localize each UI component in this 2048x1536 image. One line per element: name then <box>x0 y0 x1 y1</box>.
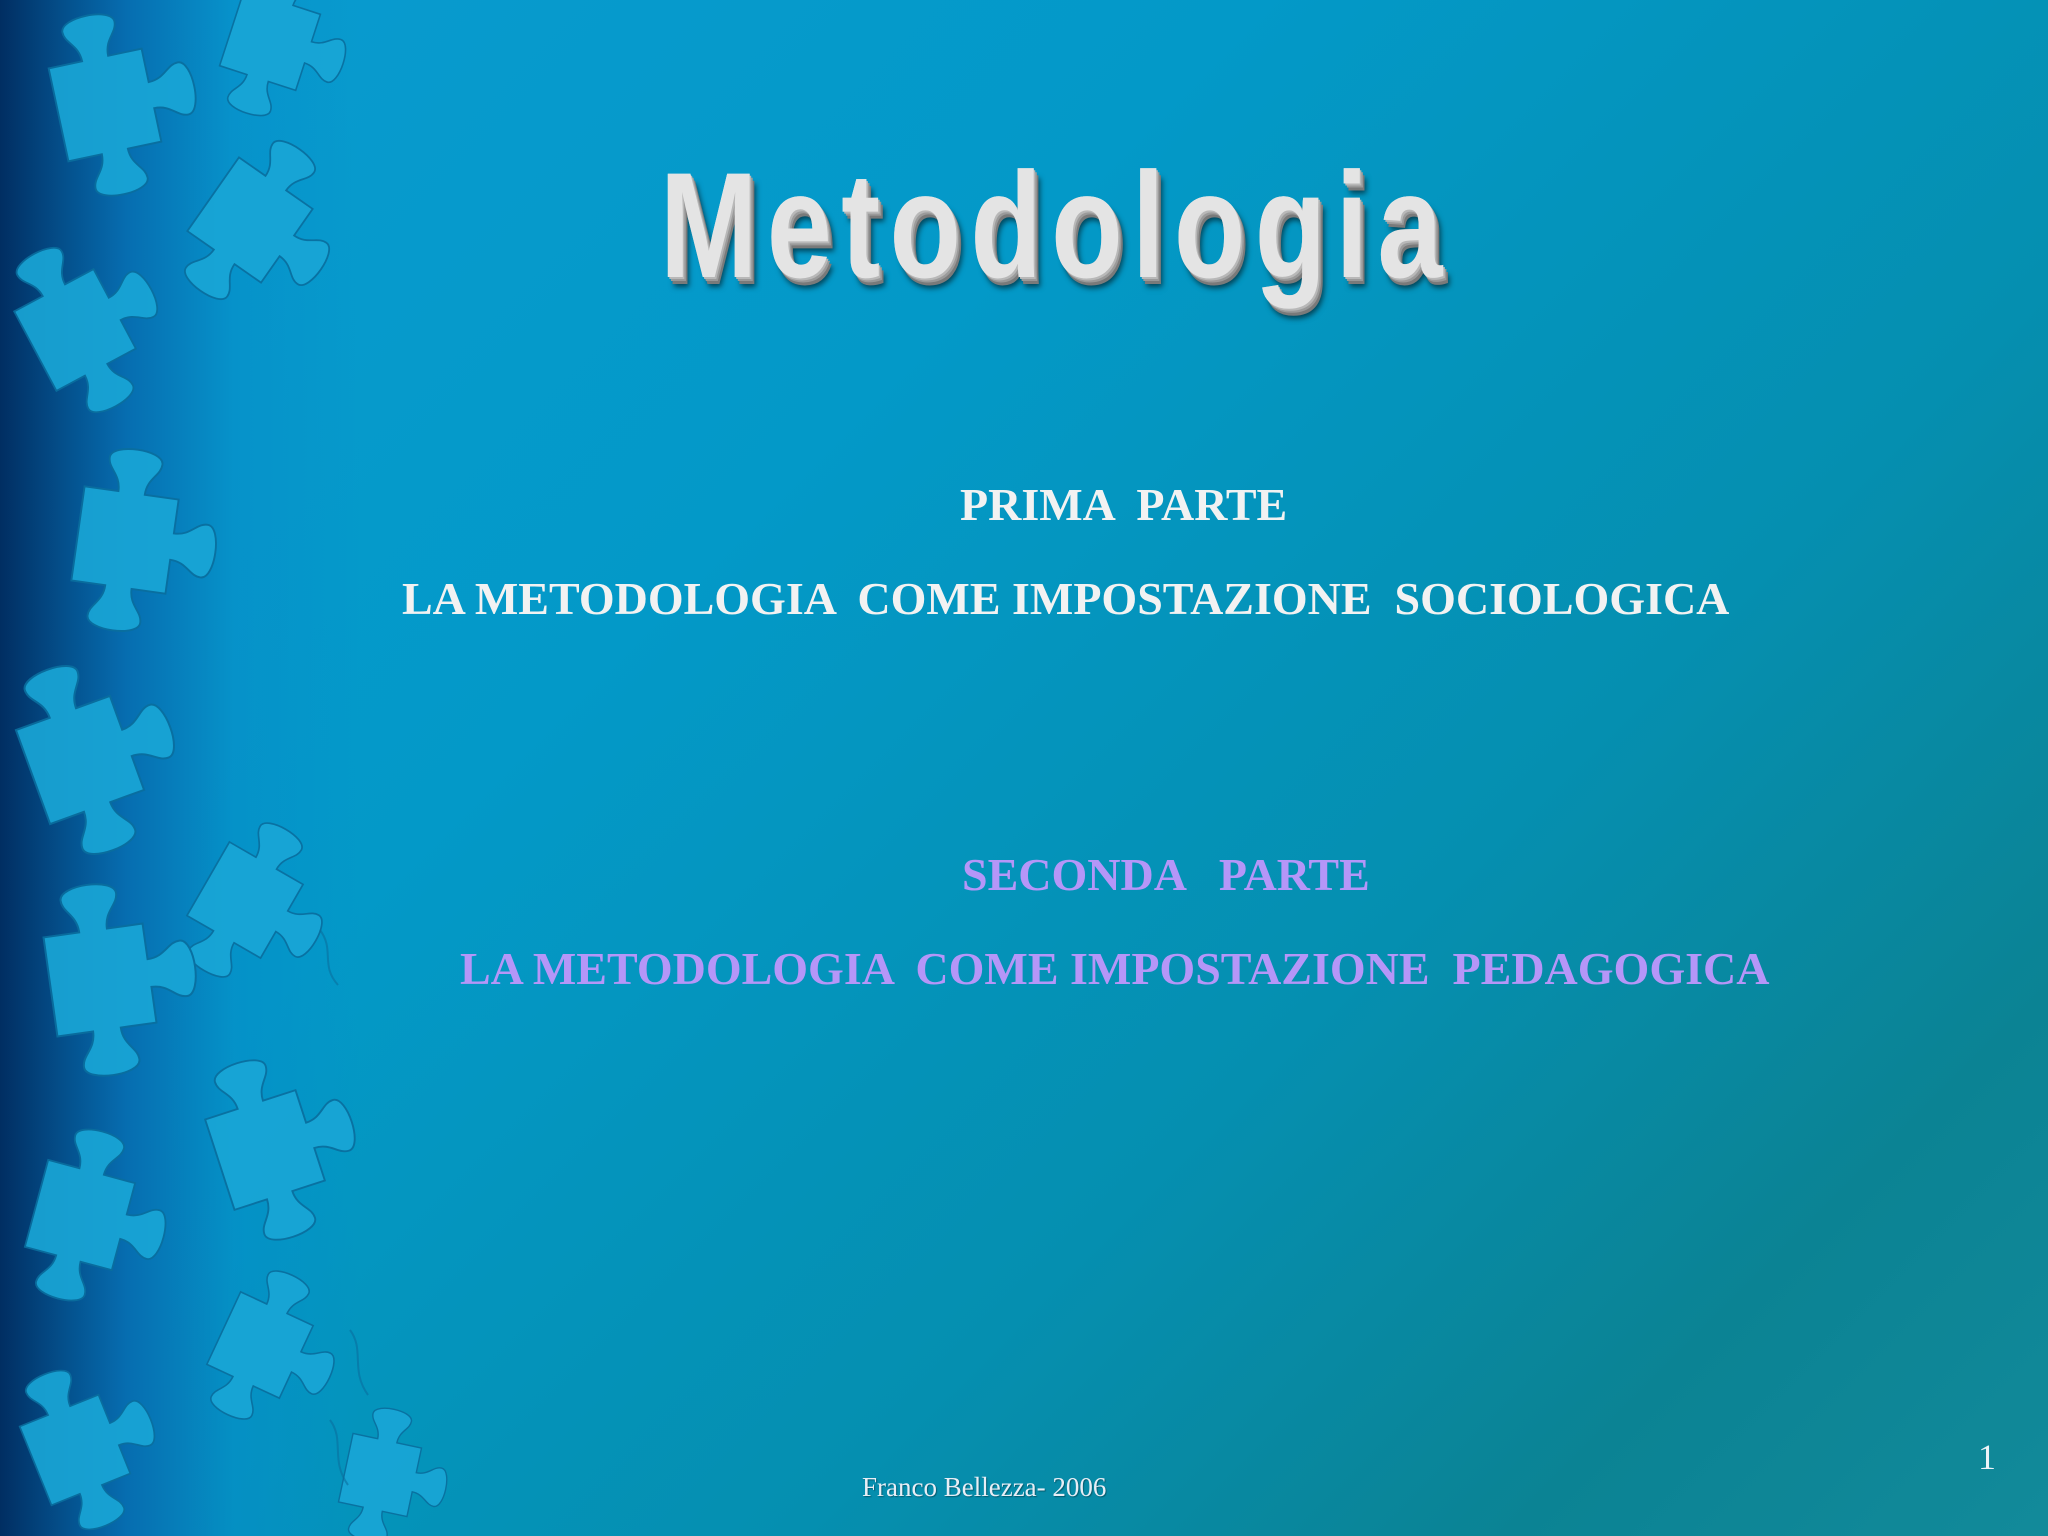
part-one-subtitle: LA METODOLOGIA COME IMPOSTAZIONE SOCIOLOGICA <box>402 573 1730 624</box>
slide-title <box>660 141 1452 309</box>
page-number: 1 <box>1978 1437 1996 1477</box>
part-one-heading: PRIMA PARTE <box>960 479 1288 530</box>
slide-title-text: Metodologia <box>660 141 1452 309</box>
puzzle-pieces-icon <box>0 0 460 1536</box>
part-two-heading: SECONDA PARTE <box>962 849 1370 900</box>
part-two-subtitle: LA METODOLOGIA COME IMPOSTAZIONE PEDAGOGICA <box>460 943 1770 994</box>
slide-footer: Franco Bellezza- 2006 <box>862 1472 1107 1502</box>
